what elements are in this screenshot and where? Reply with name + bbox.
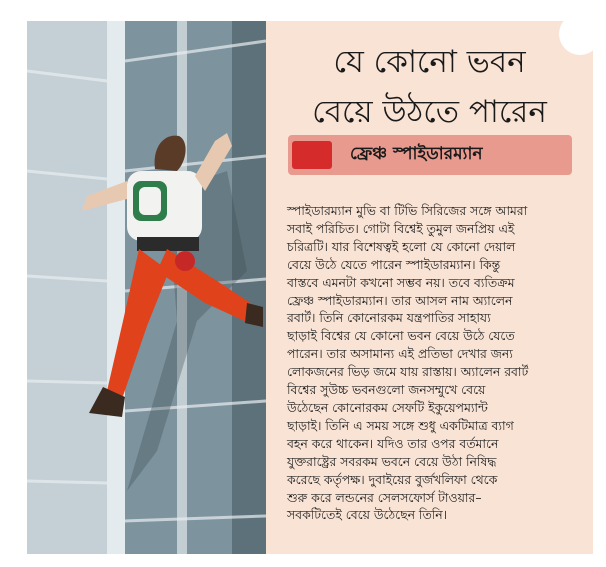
article-body	[287, 202, 583, 524]
body-line: রবার্ট। তিনি কোনোরকম যন্ত্রপাতির সাহায্য	[287, 310, 491, 326]
body-line: যুক্তরাষ্ট্রের সবরকম ভবনে বেয়ে উঠা নিষিদ্ধ	[287, 453, 497, 469]
body-line: ছাড়াই বিশ্বের যে কোনো ভবন বেয়ে উঠে যেতে	[287, 328, 515, 344]
body-line: পারেন। তার অসামান্য এই প্রতিভা দেখার জন্য	[287, 346, 513, 362]
body-line: বহন করে থাকেন। যদিও তার ওপর বর্তমানে	[287, 435, 499, 451]
headline	[266, 37, 593, 137]
climber-photo	[27, 21, 266, 554]
body-line: শুরু করে লন্ডনের সেলসফোর্স টাওয়ার–	[287, 489, 482, 505]
body-line: করেছে কর্তৃপক্ষ। দুবাইয়ের বুর্জখলিফা থেকে	[287, 471, 498, 487]
tag-label: ফ্রেঞ্চ স্পাইডারম্যান	[350, 144, 483, 164]
headline-line-1: যে কোনো ভবন	[333, 44, 526, 80]
body-line: বাস্তবে এমনটা কখনো সম্ভব নয়। তবে ব্যতিক্রম	[287, 274, 515, 290]
body-line: সবাই পরিচিত। গোটা বিশ্বেই তুমুল জনপ্রিয় এই	[287, 220, 515, 236]
body-line: উঠেছেন কোনোরকম সেফটি ইকুয়েপম্যান্ট	[287, 399, 488, 415]
body-line: ছাড়াই। তিনি এ সময় সঙ্গে শুধু একটিমাত্র ব্যাগ	[287, 417, 514, 433]
body-line: বেয়ে উঠে যেতে পারেন স্পাইডারম্যান। কিন্তু	[287, 256, 501, 272]
tag-square-marker	[292, 141, 332, 169]
headline-line-2: বেয়ে উঠতে পারেন	[312, 94, 547, 130]
body-line: লোকজনের ভিড় জমে যায় রাস্তায়। অ্যালেন রবার্ট	[287, 364, 529, 380]
body-line: বিশ্বের সুউচ্চ ভবনগুলো জনসম্মুখে বেয়ে	[287, 382, 486, 398]
body-line: ফ্রেঞ্চ স্পাইডারম্যান। তার আসল নাম অ্যালেন	[287, 292, 513, 308]
body-line: স্পাইডারম্যান মুভি বা টিভি সিরিজের সঙ্গে আমরা	[287, 203, 528, 218]
body-line: চরিত্রটি। যার বিশেষত্বই হলো যে কোনো দেয়াল	[287, 238, 516, 254]
subject-tag	[288, 135, 572, 175]
body-line: সবকটিতেই বেয়ে উঠেছেন তিনি।	[287, 507, 448, 523]
article-panel	[266, 21, 593, 554]
